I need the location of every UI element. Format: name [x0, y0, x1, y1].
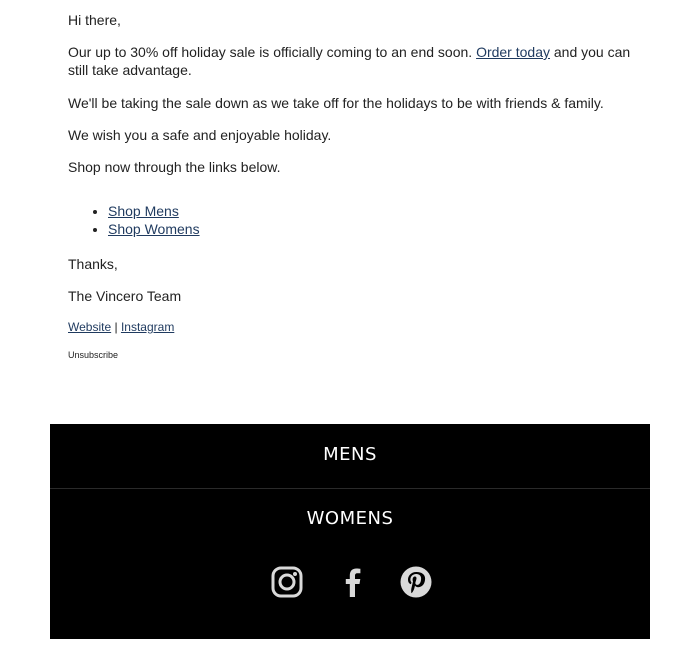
holiday-paragraph: We'll be taking the sale down as we take off for the holidays to be with friends & family.	[68, 95, 604, 111]
website-link[interactable]: Website	[68, 320, 112, 334]
footer-text-links	[68, 318, 174, 336]
instagram-icon[interactable]	[270, 565, 304, 599]
pinterest-icon[interactable]	[399, 565, 433, 599]
order-today-link[interactable]: Order today	[476, 44, 550, 60]
footer-nav	[50, 424, 650, 639]
sale-text-after: and you can still take advantage.	[68, 44, 631, 78]
greeting: Hi there,	[68, 12, 121, 28]
unsubscribe-link[interactable]: Unsubscribe	[68, 350, 119, 360]
womens-nav-link[interactable]: WOMENS	[306, 508, 394, 529]
sale-text-before: Our up to 30% off holiday sale is officially coming to an end soon.	[68, 44, 477, 60]
shop-links-list	[68, 202, 200, 238]
sale-paragraph	[68, 43, 648, 79]
list-item	[108, 202, 200, 220]
shop-mens-link[interactable]: Shop Mens	[108, 203, 179, 219]
thanks-text: Thanks,	[68, 256, 118, 272]
mens-nav-link[interactable]: MENS	[323, 444, 377, 465]
shop-now-paragraph: Shop now through the links below.	[68, 159, 281, 175]
signature-text: The Vincero Team	[68, 288, 182, 304]
instagram-link[interactable]: Instagram	[120, 320, 175, 334]
wish-paragraph: We wish you a safe and enjoyable holiday.	[68, 127, 332, 143]
link-separator: |	[114, 320, 118, 334]
footer-divider	[50, 488, 650, 489]
list-item	[108, 220, 200, 238]
shop-womens-link[interactable]: Shop Womens	[108, 221, 200, 237]
facebook-icon[interactable]	[336, 565, 370, 599]
